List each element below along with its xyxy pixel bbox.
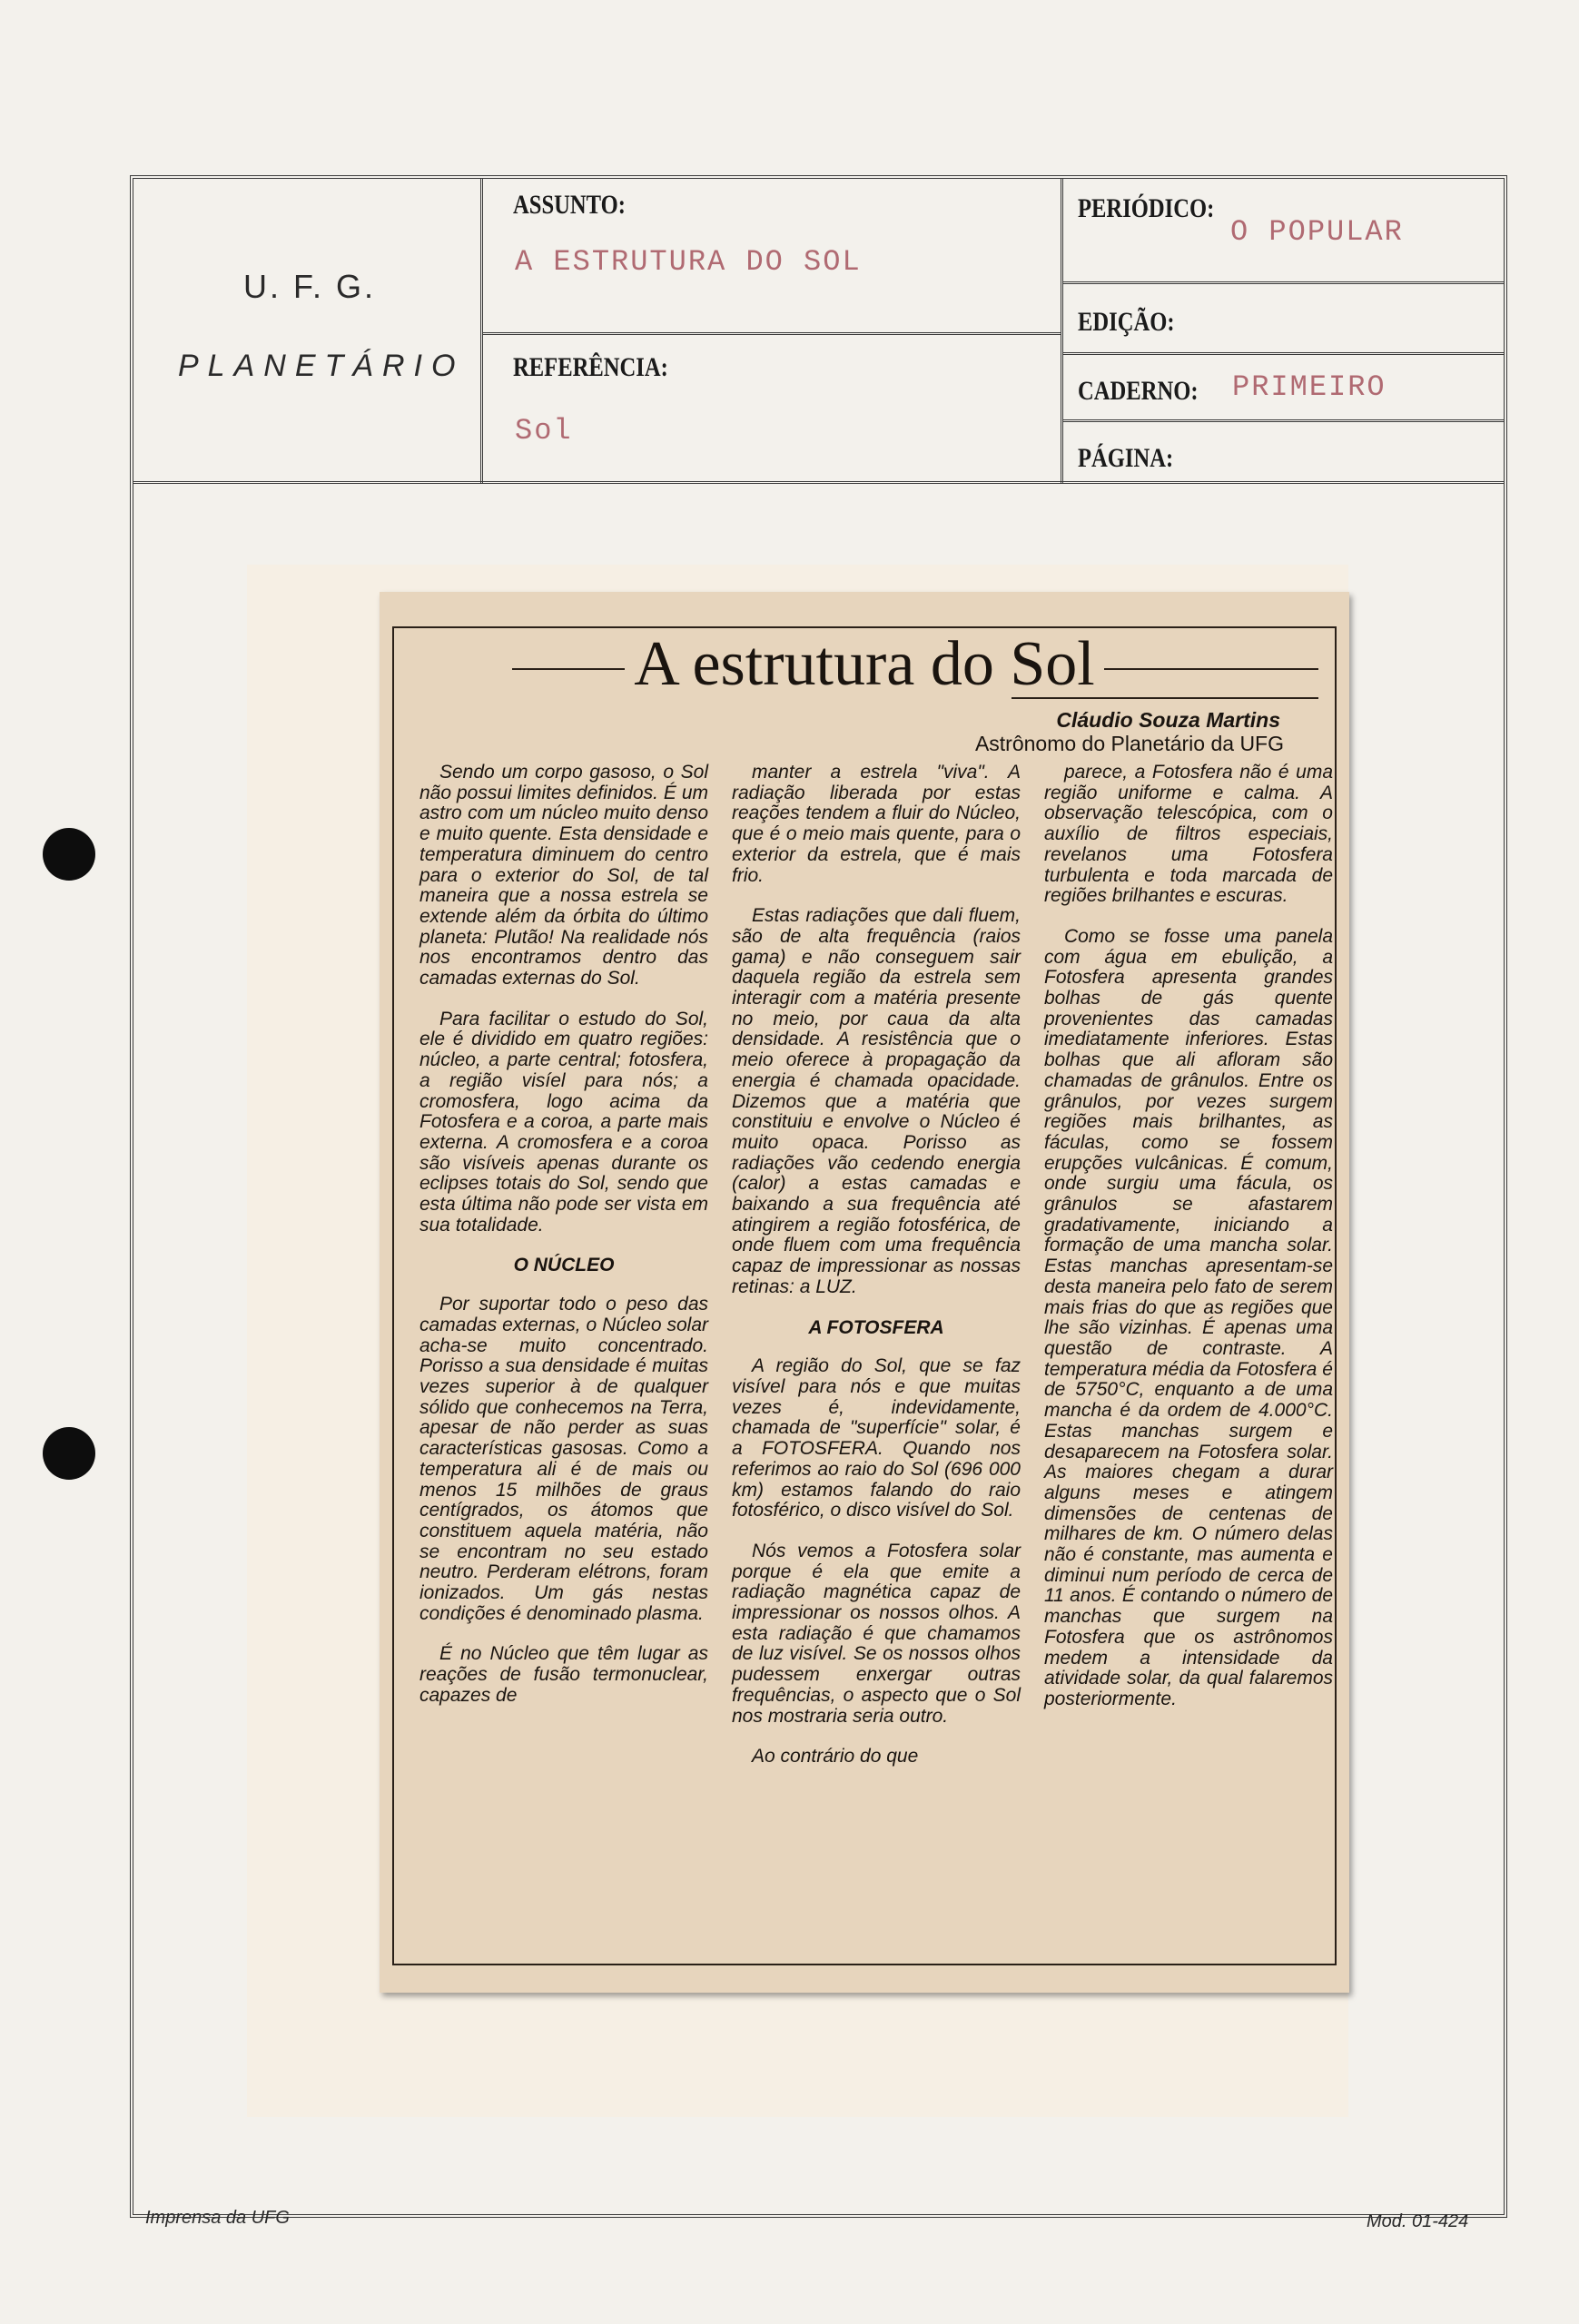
column-1-paragraph-1: Sendo um corpo gasoso, o Sol não possui limites definidos. É um astro com um núcleo muito denso e muito quente. Esta densidade e temperatura diminuem do centro para o exterior do Sol, de tal maneira que a nossa estrela se extende além da órbita do último planeta: Plutão! Na realidade nós nos encontramos dentro das camadas externas do Sol. <box>419 762 708 990</box>
department-label: PLANETÁRIO <box>178 349 465 383</box>
column-2-paragraph-1: manter a estrela "viva". A radiação liberada por estas reações tendem a fluir do Núcleo, que é o meio mais quente, para o exterior da estrela, que é mais frio. <box>732 762 1021 886</box>
form-divider-left <box>480 178 483 484</box>
article-title <box>394 628 1335 701</box>
assunto-label: ASSUNTO: <box>513 190 626 220</box>
form-caderno-rule <box>1063 419 1505 422</box>
column-3-paragraph-1: parece, a Fotosfera não é uma região uniforme e calma. A observação telescópica, com o auxílio de filtros especiais, revelanos uma Fotosfera turbulenta e toda marcada de regiões brilhantes e escuras. <box>1044 762 1333 907</box>
author-rule <box>1012 697 1318 699</box>
article-column-1 <box>419 763 708 1727</box>
assunto-value: A ESTRUTURA DO SOL <box>515 245 862 279</box>
article-column-2 <box>732 763 1021 1787</box>
form-divider-right <box>1061 178 1063 484</box>
periodico-value: O POPULAR <box>1230 215 1404 249</box>
article-title-text: A estrutura do Sol <box>625 629 1103 699</box>
column-3-paragraph-2: Como se fosse uma panela com água em ebulição, a Fotosfera apresenta grandes bolhas de gás quente provenientes das camadas imediatamente inferiores. Estas bolhas que ali afloram são chamadas de grânulos. Entre os grânulos, por vezes surgem regiões mais brilhantes, as fáculas, como se fossem erupções vulcânicas. É comum, onde surgiu uma fácula, os grânulos se afastarem gradativamente, iniciando a formação de uma mancha solar. Estas manchas apresentam-se desta maneira pelo fato de serem mais frias do que as regiões que lhe são vizinhas. É apenas uma questão de contraste. A temperatura média da Fotosfera é de 5750°C, enquanto a de uma mancha é da ordem de 4.000°C. Estas manchas surgem e desaparecem na Fotosfera solar. As maiores chegam a durar alguns meses e atingem dimensões de centenas de milhares de km. O número delas não é constante, mas aumenta e diminui num período de cerca de 11 anos. É contando o número de manchas que surgem na Fotosfera que os astrônomos medem a intensidade da atividade solar, da qual falaremos posteriormente. <box>1044 925 1333 1709</box>
institution-label: U. F. G. <box>243 268 377 305</box>
referencia-label: REFERÊNCIA: <box>513 352 668 382</box>
column-1-paragraph-2: Para facilitar o estudo do Sol, ele é dividido em quatro regiões: núcleo, a parte central; fotosfera, a região visíel para nós; a cromosfera, logo acima da Fotosfera e a coroa, a parte mais externa. A cromosfera e a coroa são visíveis apenas durante os eclipses totais do Sol, sendo que esta última não pode ser vista em sua totalidade. <box>419 1008 708 1236</box>
section-heading-fotosfera: A FOTOSFERA <box>808 1316 944 1338</box>
footer-form-code: Mod. 01-424 <box>1367 2211 1469 2231</box>
punch-hole-top <box>43 828 95 881</box>
pagina-label: PÁGINA: <box>1078 443 1174 473</box>
article-author-role: Astrônomo do Planetário da UFG <box>974 732 1284 755</box>
column-2-paragraph-3: A região do Sol, que se faz visível para nós e que muitas vezes é, indevidamente, chamada de "superfície" solar, é a FOTOSFERA. Quando nos referimos ao raio do Sol (696 000 km) estamos falando do raio fotosférico, o disco visível do Sol. <box>732 1355 1021 1521</box>
column-1-paragraph-4: É no Núcleo que têm lugar as reações de fusão termonuclear, capazes de <box>419 1643 708 1706</box>
column-1-paragraph-3: Por suportar todo o peso das camadas externas, o Núcleo solar acha-se muito concentrado. Porisso a sua densidade é muitas vezes superior à de qualquer sólido que conhecemos na Terra, apesar de não perder as suas características gasosas. Como a temperatura ali é de mais ou menos 15 milhões de graus centígrados, os átomos que constituem aquela matéria, não se encontram no seu estado neutro. Perderam elétrons, foram ionizados. Um gás nestas condições é denominado plasma. <box>419 1294 708 1624</box>
article-column-3 <box>1044 763 1333 1730</box>
clipping-border <box>392 626 1337 1965</box>
column-2-paragraph-4: Nós vemos a Fotosfera solar porque é ela que emite a radiação magnética capaz de impressionar os nossos olhos. A esta radiação é que chamamos de luz visível. Se os nossos olhos pudessem enxergar outras frequências, o aspecto que o Sol nos mostraria seria outro. <box>732 1540 1021 1727</box>
article-author: Cláudio Souza Martins <box>1056 708 1280 732</box>
form-periodico-rule <box>1063 281 1505 284</box>
column-2-paragraph-2: Estas radiações que dali fluem, são de alta frequência (raios gama) e não conseguem sair daquela região da estrela sem interagir com a matéria presente no meio, por caua da alta densidade. A resistência que o meio oferece à propagação da energia é chamada opacidade. Dizemos que a matéria que constituiu e envolve o Núcleo é muito opaca. Porisso as radiações vão cedendo energia (calor) a estas camadas e baixando a sua frequência até atingirem a região fotosférica, de onde fluem com uma frequência capaz de impressionar as nossas retinas: a LUZ. <box>732 905 1021 1297</box>
periodico-label: PERIÓDICO: <box>1078 193 1215 223</box>
punch-hole-bottom <box>43 1427 95 1480</box>
form-assunto-rule <box>483 332 1061 335</box>
form-header-bottom-rule <box>133 481 1505 484</box>
form-edicao-rule <box>1063 352 1505 355</box>
caderno-value: PRIMEIRO <box>1232 370 1387 404</box>
footer-publisher: Imprensa da UFG <box>145 2208 290 2228</box>
referencia-value: Sol <box>515 414 573 448</box>
section-heading-nucleo: O NÚCLEO <box>513 1255 615 1276</box>
caderno-label: CADERNO: <box>1078 376 1199 406</box>
newspaper-clipping <box>380 592 1349 1993</box>
column-2-paragraph-5: Ao contrário do que <box>752 1746 919 1768</box>
edicao-label: EDIÇÃO: <box>1078 307 1175 337</box>
